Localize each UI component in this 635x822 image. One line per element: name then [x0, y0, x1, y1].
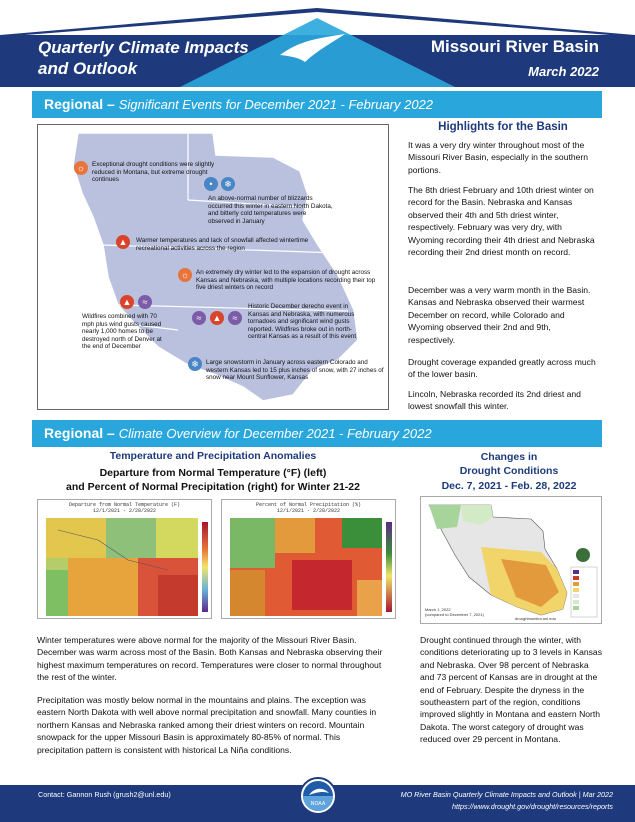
temperature-summary-paragraph: Winter temperatures were above normal for the majority of the Missouri River Basin. December was warm across most of the Basin. Both Kansas and Nebraska observing their highest maximum temperatures on record. Temperatures were closer to normal throughout the rest of the winter.: [37, 635, 383, 683]
highlights-title: Highlights for the Basin: [438, 121, 568, 133]
header: [0, 0, 635, 90]
drought-summary-paragraph: Drought continued through the winter, with conditions deteriorating up to 3 levels in Kansas and Nebraska. Over 98 percent of Nebraska and 73 percent of Kansas are in drought at the end of February. Despite the dryness in the southeastern part of the region, conditions improved slightly in Montana and eastern North Dakota. The worst category of drought was reduced over 29 percent in Montana.: [420, 635, 603, 745]
drought-monitor-logo-icon: [576, 548, 590, 562]
header-date: March 2022: [528, 64, 599, 79]
event-north-dakota-blizzards: An above-normal number of blizzards occurred this winter in eastern North Dakota, and bitterly cold temperatures were observed in January: [208, 195, 333, 225]
section-bar-significant-events: Regional – Significant Events for December 2021 - February 2022: [32, 91, 602, 118]
tornado-icon: ≈: [192, 311, 206, 325]
event-colorado-wildfires: Wildfires combined with 70 mph plus wind gusts caused nearly 1,000 homes to be destroyed north of Denver at the end of December: [82, 313, 162, 351]
wildfire-icon: ▲: [120, 295, 134, 309]
highlights-paragraph-3: December was a very warm month in the Basin. Kansas and Nebraska observed their warmest December on record, while Colorado and Wyoming observed their 2nd and 9th, respectively.: [408, 285, 591, 345]
footer-contact: Contact: Gannon Rush (grush2@unl.edu): [38, 790, 171, 799]
footer-report-link[interactable]: https://www.drought.gov/drought/resources/reports: [451, 802, 613, 811]
event-kansas-nebraska-drought: An extremely dry winter led to the expansion of drought across Kansas and Nebraska, with multiple locations recording their top five driest winters on record: [196, 269, 376, 292]
precipitation-map-graphic: [222, 500, 396, 619]
event-december-derecho: Historic December derecho event in Kansas and Nebraska, with numerous tornadoes and significant wind gusts reported. Wildfires broke out in north-central Kansas as a result of this event: [248, 303, 357, 341]
header-basin: Missouri River Basin: [430, 37, 599, 56]
footer-report-title: MO River Basin Quarterly Climate Impacts and Outlook | Mar 2022: [400, 790, 613, 799]
svg-text:NOAA: NOAA: [310, 801, 326, 807]
event-january-snowstorm: Large snowstorm in January across eastern Colorado and western Kansas led to 15 plus inches of snow, with 27 inches of snow near Mount Sunflower, Kansas: [206, 359, 384, 382]
noaa-logo-icon: [299, 777, 337, 815]
wind-gust-icon: ≈: [228, 311, 242, 325]
snowstorm-icon: ❄: [188, 357, 202, 371]
snowflake-icon: ❄: [221, 177, 235, 191]
highlights-paragraph-5: Lincoln, Nebraska recorded its 2nd driest and lowest snowfall this winter.: [408, 389, 581, 412]
anomalies-figure-title: Departure from Normal Temperature (°F) (left) and Percent of Normal Precipitation (right) for Winter 21-22: [66, 467, 360, 493]
drought-icon: ☼: [74, 161, 88, 175]
significant-events-map: [37, 124, 389, 410]
drought-map-source: droughtmonitor.unl.edu: [515, 616, 556, 621]
drought-map-note: March 1, 2022 (compared to December 7, 2021): [425, 607, 484, 617]
highlights-paragraph-1: It was a very dry winter throughout most of the Missouri River Basin, especially in the southern portions.: [408, 140, 589, 175]
thermometer-icon: •: [204, 177, 218, 191]
highlights-paragraph-2: The 8th driest February and 10th driest winter on record for the Basin. Nebraska and Kansas observed their 4th and 5th driest winter, respectively. February was very dry, with Wyoming recording their 4th driest and Nebraska recording their 2nd driest month on record.: [408, 185, 595, 258]
anomalies-title: Temperature and Precipitation Anomalies: [109, 450, 317, 462]
highlights-paragraph-4: Drought coverage expanded greatly across much of the lower basin.: [408, 357, 596, 380]
event-montana-drought: Exceptional drought conditions were slightly reduced in Montana, but extreme drought continues: [92, 161, 215, 184]
wind-icon: ≈: [138, 295, 152, 309]
precipitation-percent-map: [221, 499, 396, 619]
drought-map-graphic: [421, 497, 602, 624]
warm-temperature-icon: ▲: [116, 235, 130, 249]
temperature-map-graphic: [38, 500, 212, 619]
header-title: Quarterly Climate Impacts and Outlook: [38, 38, 249, 78]
drought-changes-dates: Dec. 7, 2021 - Feb. 28, 2022: [441, 480, 577, 492]
drought-changes-title: Changes in Drought Conditions: [459, 451, 559, 477]
section-bar-climate-overview: Regional – Climate Overview for December 2021 - February 2022: [32, 420, 602, 447]
dry-conditions-icon: ☼: [178, 268, 192, 282]
drought-change-map: [420, 496, 602, 624]
derecho-fire-icon: ▲: [210, 311, 224, 325]
precipitation-map-caption: Percent of Normal Precipitation (%) 12/1/2021 - 2/28/2022: [255, 502, 362, 514]
temperature-map-caption: Departure from Normal Temperature (F) 12/1/2021 - 2/28/2022: [68, 502, 181, 514]
temperature-departure-map: [37, 499, 212, 619]
precipitation-summary-paragraph: Precipitation was mostly below normal in the mountains and plains. The exception was eastern North Dakota with well above normal precipitation and snowfall. Many counties in northern Kansas and Nebraska ranked among their driest winters on record. Mountain snowpack for the upper Missouri Basin is approximately 80-85% of normal. This precipitation pattern is consistent with historical La Niña conditions.: [37, 695, 377, 755]
event-warm-temperatures: Warmer temperatures and lack of snowfall affected wintertime recreational activities across the region: [136, 237, 309, 252]
